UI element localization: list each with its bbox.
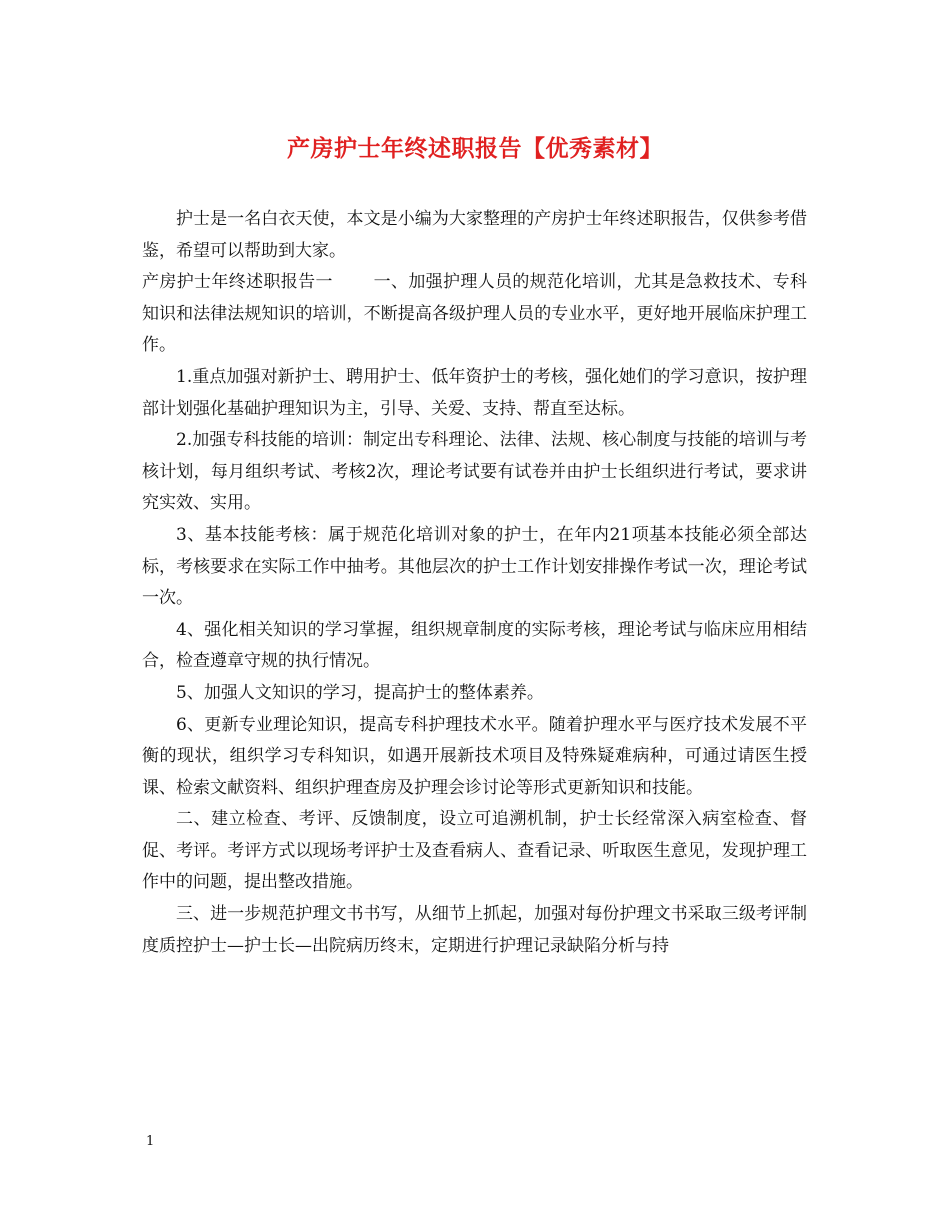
- item-1-paragraph: 1.重点加强对新护士、聘用护士、低年资护士的考核，强化她们的学习意识，按护理部计划强化基础护理知识为主，引导、关爱、支持、帮直至达标。: [142, 366, 807, 419]
- section-2-paragraph: 二、建立检查、考评、反馈制度，设立可追溯机制，护士长经常深入病室检查、督促、考评。考评方式以现场考评护士及查看病人、查看记录、听取医生意见，发现护理工作中的问题，提出整改措施。: [142, 809, 807, 893]
- page-number: 1: [146, 1134, 155, 1149]
- document-title: 产房护士年终述职报告【优秀素材】: [287, 135, 663, 162]
- item-2-paragraph: 2.加强专科技能的培训：制定出专科理论、法律、法规、核心制度与技能的培训与考核计划，每月组织考试、考核2次，理论考试要有试卷并由护士长组织进行考试，要求讲究实效、实用。: [142, 430, 807, 514]
- item-3-paragraph: 3、基本技能考核：属于规范化培训对象的护士，在年内21项基本技能必须全部达标，考核要求在实际工作中抽考。其他层次的护士工作计划安排操作考试一次，理论考试一次。: [142, 524, 807, 609]
- report-section-paragraph: [142, 267, 807, 362]
- item-4-paragraph: 4、强化相关知识的学习掌握，组织规章制度的实际考核，理论考试与临床应用相结合，检查遵章守规的执行情况。: [142, 619, 807, 672]
- section-3-paragraph: 三、进一步规范护理文书书写，从细节上抓起，加强对每份护理文书采取三级考评制度质控护士—护士长—出院病历终末，定期进行护理记录缺陷分析与持: [142, 904, 807, 956]
- section1-intro: 一、加强护理人员的规范化培训，尤其是急救技术、专科知识和法律法规知识的培训，不断提高各级护理人员的专业水平，更好地开展临床护理工作。: [142, 272, 808, 356]
- item-6-paragraph: 6、更新专业理论知识，提高专科护理技术水平。随着护理水平与医疗技术发展不平衡的现状，组织学习专科知识，如遇开展新技术项目及特殊疑难病种，可通过请医生授课、检索文献资料、组织护理查房及护理会诊讨论等形式更新知识和技能。: [142, 714, 807, 798]
- item-5-paragraph: 5、加强人文知识的学习，提高护士的整体素养。: [176, 682, 544, 703]
- report-heading: 产房护士年终述职报告一: [142, 272, 333, 293]
- document-body: [142, 204, 807, 962]
- intro-paragraph: 护士是一名白衣天使，本文是小编为大家整理的产房护士年终述职报告，仅供参考借鉴，希望可以帮助到大家。: [142, 209, 807, 261]
